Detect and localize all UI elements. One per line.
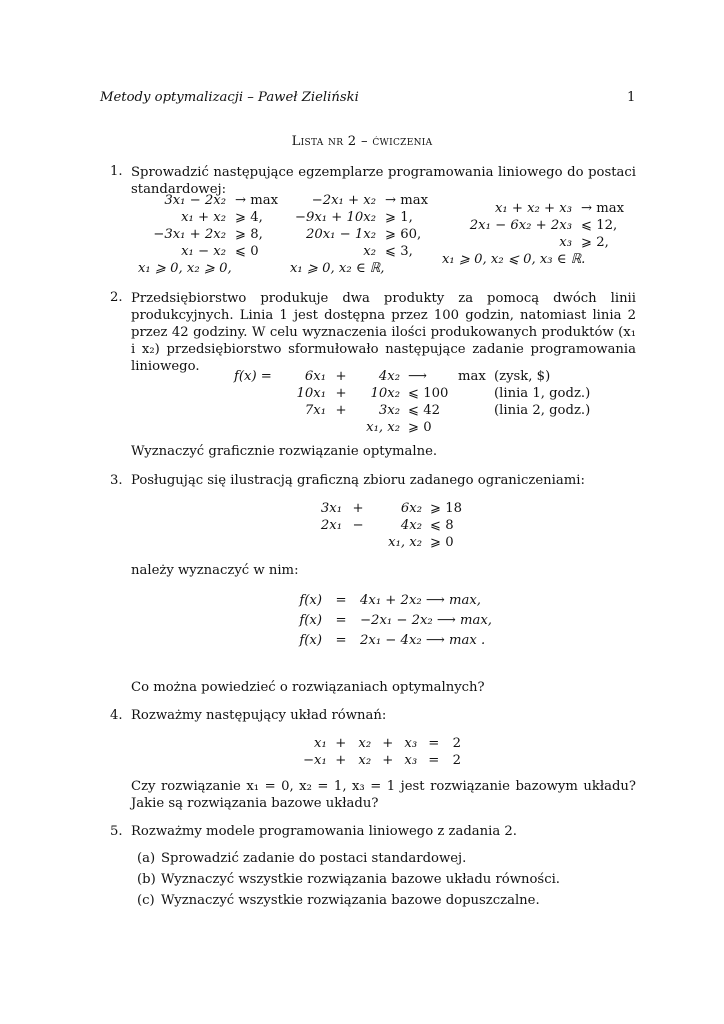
p2-cell: + bbox=[335, 403, 347, 418]
p4-cell: 2 bbox=[452, 736, 461, 751]
p4-cell: = bbox=[428, 736, 440, 751]
p2-cell: (zysk, $) bbox=[494, 369, 551, 384]
p4-cell: 2 bbox=[452, 753, 461, 768]
lp-a-rel: ⩾ 4, bbox=[235, 210, 263, 225]
p3-row bbox=[312, 534, 462, 551]
objective-lhs: f(x) bbox=[299, 593, 322, 608]
problem-5-item-a-label: (a) bbox=[137, 851, 156, 866]
lp-a-row bbox=[138, 226, 278, 243]
problem-1-lp-b bbox=[290, 192, 428, 277]
lp-a-domain: x₁ ⩾ 0, x₂ ⩾ 0, bbox=[138, 261, 232, 276]
p2-row bbox=[234, 385, 590, 402]
lp-c-row bbox=[442, 200, 624, 217]
p2-cell bbox=[234, 419, 288, 436]
lp-b-row bbox=[290, 209, 428, 226]
p4-cell: = bbox=[428, 753, 440, 768]
p2-row bbox=[234, 368, 590, 385]
lp-a-rel: → max bbox=[235, 193, 279, 208]
p3-cell: ⩾ 0 bbox=[430, 535, 454, 550]
p2-cell: (linia 1, godz.) bbox=[494, 386, 591, 401]
p2-row bbox=[234, 419, 590, 436]
p3-cell bbox=[342, 534, 374, 551]
lp-b-row bbox=[290, 243, 428, 260]
objective-eq: = bbox=[335, 633, 347, 648]
p4-row bbox=[303, 735, 467, 752]
lp-c-row bbox=[442, 251, 624, 268]
p3-row bbox=[312, 500, 462, 517]
lp-b-rel: ⩾ 1, bbox=[385, 210, 413, 225]
p3-cell: ⩾ 18 bbox=[430, 501, 463, 516]
lp-b-row bbox=[290, 260, 428, 277]
lp-b-expr: x₂ bbox=[363, 244, 376, 259]
problem-5-item-c-label: (c) bbox=[137, 893, 155, 908]
p3-cell: + bbox=[352, 501, 364, 516]
lp-a-row bbox=[138, 260, 278, 277]
p2-cell: ⩽ 42 bbox=[408, 403, 441, 418]
problem-1-number: 1. bbox=[110, 164, 123, 179]
p4-cell: x₃ bbox=[404, 753, 418, 768]
p4-cell: x₂ bbox=[358, 753, 372, 768]
lp-c-row bbox=[442, 234, 624, 251]
problem-5-item-b-label: (b) bbox=[137, 872, 156, 887]
p2-row bbox=[234, 402, 590, 419]
lp-b-domain: x₁ ⩾ 0, x₂ ∈ ℝ, bbox=[290, 261, 385, 276]
p2-cell bbox=[234, 385, 288, 402]
p3-cell: 6x₂ bbox=[400, 501, 422, 516]
p3-cell: 2x₁ bbox=[320, 518, 342, 533]
lp-c-expr: 2x₁ − 6x₂ + 2x₃ bbox=[469, 218, 572, 233]
problem-2-after: Wyznaczyć graficznie rozwiązanie optymalne. bbox=[131, 444, 438, 459]
problem-5-number: 5. bbox=[110, 824, 123, 839]
p4-row bbox=[303, 752, 467, 769]
p2-cell: + bbox=[335, 386, 347, 401]
p2-cell: + bbox=[335, 369, 347, 384]
lp-b-expr: −9x₁ + 10x₂ bbox=[294, 210, 376, 225]
p3-cell: x₁, x₂ bbox=[388, 535, 422, 550]
objective-eq: = bbox=[335, 613, 347, 628]
p2-cell bbox=[458, 419, 488, 436]
lp-c-rel: → max bbox=[581, 201, 625, 216]
p2-cell: x₁, x₂ bbox=[366, 420, 400, 435]
problem-5-text: Rozważmy modele programowania liniowego z zadania 2. bbox=[131, 824, 517, 839]
p3-cell: ⩽ 8 bbox=[430, 518, 454, 533]
lp-c-row bbox=[442, 217, 624, 234]
p4-cell: + bbox=[382, 736, 394, 751]
lp-c-expr: x₁ + x₂ + x₃ bbox=[494, 201, 572, 216]
lp-a-rel: ⩽ 0 bbox=[235, 244, 259, 259]
problem-4-text: Rozważmy następujący układ równań: bbox=[131, 708, 387, 723]
problem-3-after: Co można powiedzieć o rozwiązaniach optymalnych? bbox=[131, 680, 485, 695]
lp-a-row bbox=[138, 209, 278, 226]
problem-5-item-c-text: Wyznaczyć wszystkie rozwiązania bazowe dopuszczalne. bbox=[161, 893, 540, 908]
objective-lhs: f(x) bbox=[299, 633, 322, 648]
running-header-title: Metody optymalizacji – Paweł Zieliński bbox=[100, 90, 359, 105]
list-title: Lista nr 2 – ćwiczenia bbox=[291, 134, 433, 149]
problem-5-item-a-text: Sprowadzić zadanie do postaci standardowej. bbox=[161, 851, 467, 866]
problem-2-lp bbox=[234, 368, 590, 436]
problem-3-number: 3. bbox=[110, 473, 123, 488]
p2-cell: 3x₂ bbox=[378, 403, 400, 418]
problem-3-constraints bbox=[312, 500, 462, 551]
p2-cell: ⟶ bbox=[408, 369, 427, 384]
lp-b-row bbox=[290, 226, 428, 243]
lp-c-domain: x₁ ⩾ 0, x₂ ⩽ 0, x₃ ∈ ℝ. bbox=[442, 252, 586, 267]
p4-cell: + bbox=[335, 736, 347, 751]
p2-cell: ⩽ 100 bbox=[408, 386, 449, 401]
lp-b-rel: → max bbox=[385, 193, 429, 208]
p2-cell: f(x) = bbox=[234, 369, 272, 384]
lp-a-row bbox=[138, 192, 278, 209]
p2-cell: 10x₁ bbox=[296, 386, 326, 401]
problem-4-system bbox=[303, 735, 467, 769]
p4-cell: x₃ bbox=[404, 736, 418, 751]
p2-cell bbox=[234, 402, 288, 419]
p2-cell bbox=[488, 419, 590, 436]
objective-rhs: 4x₁ + 2x₂ ⟶ max, bbox=[360, 593, 481, 608]
problem-3-text: Posługując się ilustracją graficzną zbioru zadanego ograniczeniami: bbox=[131, 473, 585, 488]
p4-cell: + bbox=[335, 753, 347, 768]
lp-c-expr: x₃ bbox=[559, 235, 572, 250]
objective-rhs: −2x₁ − 2x₂ ⟶ max, bbox=[360, 613, 492, 628]
problem-3-objectives bbox=[290, 591, 492, 651]
problem-1-lp-c bbox=[442, 200, 624, 268]
lp-b-rel: ⩾ 60, bbox=[385, 227, 422, 242]
problem-4-after: Czy rozwiązanie x₁ = 0, x₂ = 1, x₃ = 1 jest rozwiązanie bazowym układu? Jakie są rozwiązania bazowe układu? bbox=[131, 779, 636, 811]
p3-cell: 4x₂ bbox=[400, 518, 422, 533]
lp-c-rel: ⩾ 2, bbox=[581, 235, 609, 250]
p4-cell: + bbox=[382, 753, 394, 768]
lp-a-expr: x₁ − x₂ bbox=[181, 244, 226, 259]
p2-cell: ⩾ 0 bbox=[408, 420, 432, 435]
lp-a-rel: ⩾ 8, bbox=[235, 227, 263, 242]
p2-cell bbox=[326, 419, 356, 436]
p2-cell: max bbox=[458, 369, 486, 384]
objective-row bbox=[290, 631, 492, 651]
lp-b-expr: 20x₁ − 1x₂ bbox=[305, 227, 376, 242]
p2-cell: 7x₁ bbox=[304, 403, 326, 418]
problem-2-text: Przedsiębiorstwo produkuje dwa produkty za pomocą dwóch linii produkcyjnych. Linia 1 jest dostępna przez 100 godzin, natomiast linia 2 przez 42 godziny. W celu wyznaczenia ilości produkowanych produktów (x₁ i x₂) przedsiębiorstwo sformułowało następujące zadanie programowania liniowego. bbox=[131, 291, 636, 374]
p4-cell: −x₁ bbox=[303, 753, 327, 768]
objective-row bbox=[290, 591, 492, 611]
problem-4-number: 4. bbox=[110, 708, 123, 723]
problem-5-item-b-text: Wyznaczyć wszystkie rozwiązania bazowe układu równości. bbox=[161, 872, 560, 887]
lp-a-expr: x₁ + x₂ bbox=[181, 210, 226, 225]
p3-row bbox=[312, 517, 462, 534]
lp-a-expr: 3x₁ − 2x₂ bbox=[164, 193, 226, 208]
lp-a-row bbox=[138, 243, 278, 260]
p3-cell bbox=[312, 534, 342, 551]
lp-b-expr: −2x₁ + x₂ bbox=[311, 193, 376, 208]
lp-c-rel: ⩽ 12, bbox=[581, 218, 618, 233]
problem-1-text: Sprowadzić następujące egzemplarze programowania liniowego do postaci standardowej: bbox=[131, 165, 636, 197]
p2-cell: 6x₁ bbox=[304, 369, 326, 384]
p4-cell: x₁ bbox=[314, 736, 327, 751]
lp-b-row bbox=[290, 192, 428, 209]
p4-cell: x₂ bbox=[358, 736, 372, 751]
objective-eq: = bbox=[335, 593, 347, 608]
lp-a-expr: −3x₁ + 2x₂ bbox=[153, 227, 226, 242]
p2-cell: 4x₂ bbox=[378, 369, 400, 384]
objective-lhs: f(x) bbox=[299, 613, 322, 628]
p2-cell bbox=[288, 419, 326, 436]
problem-3-middle: należy wyznaczyć w nim: bbox=[131, 563, 299, 578]
p2-cell: (linia 2, godz.) bbox=[494, 403, 591, 418]
p2-cell bbox=[458, 402, 488, 419]
lp-b-rel: ⩽ 3, bbox=[385, 244, 413, 259]
p2-cell: 10x₂ bbox=[370, 386, 400, 401]
p2-cell bbox=[458, 385, 488, 402]
problem-1-lp-a bbox=[138, 192, 278, 277]
p3-cell: − bbox=[352, 518, 364, 533]
problem-2-number: 2. bbox=[110, 290, 123, 305]
objective-row bbox=[290, 611, 492, 631]
page-number: 1 bbox=[627, 90, 636, 105]
objective-rhs: 2x₁ − 4x₂ ⟶ max . bbox=[360, 633, 486, 648]
p3-cell: 3x₁ bbox=[320, 501, 342, 516]
